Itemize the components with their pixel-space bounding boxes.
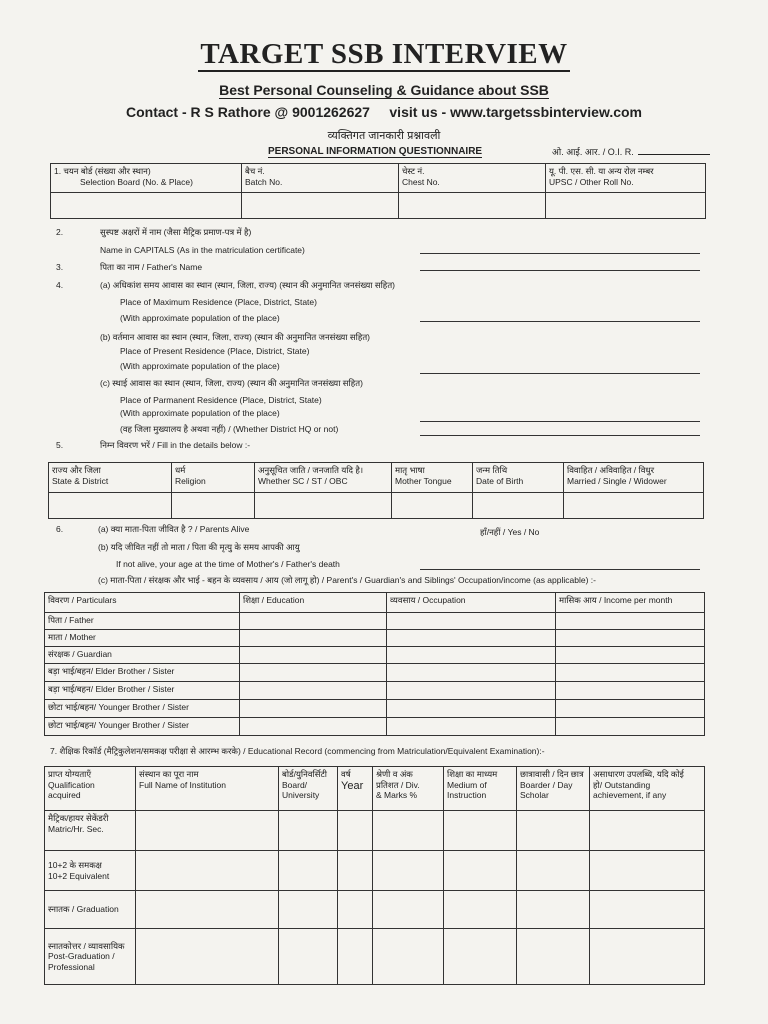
oir-field[interactable]: ओ. आई. आर. / O.I. R. <box>552 145 710 158</box>
cell[interactable] <box>444 929 517 985</box>
table-row <box>45 929 705 985</box>
table-row <box>45 891 705 929</box>
religion-header: धर्म Religion <box>172 463 255 493</box>
district-hq-field[interactable] <box>420 435 700 436</box>
qualification-header: प्राप्त योग्यताएँ Qualification acquired <box>45 767 136 811</box>
contact-line: Contact - R S Rathore @ 9001262627 visit us - www.targetssbinterview.com <box>125 104 642 120</box>
cell[interactable] <box>338 851 373 891</box>
cell[interactable] <box>240 682 387 700</box>
cell[interactable] <box>590 851 705 891</box>
religion-field[interactable] <box>172 493 255 519</box>
cell[interactable] <box>373 811 444 851</box>
family-occupation-table <box>44 592 705 736</box>
cell[interactable] <box>136 851 279 891</box>
form-title: PERSONAL INFORMATION QUESTIONNAIRE <box>268 146 483 157</box>
cell[interactable] <box>240 664 387 682</box>
medium-header: शिक्षा का माध्यम Medium of Instruction <box>444 767 517 811</box>
cell[interactable] <box>387 718 556 736</box>
q6b-label: If not alive, your age at the time of Mother's / Father's death <box>116 559 340 569</box>
q6c-label: (c) माता-पिता / संरक्षक और भाई - बहन के व्यवसाय / आय (जो लागू हो) / Parent's / Guardian's and Siblings' Occupation/income (as applicable) :- <box>98 575 596 585</box>
q4a-population: (With approximate population of the place) <box>120 313 280 323</box>
state-district-field[interactable] <box>49 493 172 519</box>
category-field[interactable] <box>255 493 392 519</box>
marital-status-header: विवाहित / अविवाहित / विधुर Married / Single / Widower <box>564 463 704 493</box>
year-header: वर्ष Year <box>338 767 373 811</box>
boarder-header: छात्रावासी / दिन छात्र Boarder / Day Scholar <box>517 767 590 811</box>
cell[interactable] <box>556 664 705 682</box>
category-header: अनुसूचित जाति / जनजाति यदि है। Whether SC / ST / OBC <box>255 463 392 493</box>
marital-status-field[interactable] <box>564 493 704 519</box>
cell[interactable] <box>373 891 444 929</box>
mother-tongue-field[interactable] <box>392 493 473 519</box>
q2-label: Name in CAPITALS (As in the matriculation certificate) <box>100 245 305 255</box>
chest-no-field[interactable] <box>399 193 546 219</box>
permanent-residence-field[interactable] <box>420 421 700 422</box>
cell[interactable] <box>556 718 705 736</box>
cell[interactable] <box>387 682 556 700</box>
board-header: बोर्ड/युनिवर्सिटी Board/ University <box>279 767 338 811</box>
cell[interactable] <box>387 664 556 682</box>
q4c-hq-label: (वह जिला मुख्यालय है अथवा नहीं) / (Whether District HQ or not) <box>120 424 339 434</box>
cell[interactable] <box>279 891 338 929</box>
batch-no-header: बैच नं. Batch No. <box>242 164 399 193</box>
row-label: पिता / Father <box>45 613 240 630</box>
batch-no-field[interactable] <box>242 193 399 219</box>
dob-field[interactable] <box>473 493 564 519</box>
q4a-label: Place of Maximum Residence (Place, District, State) <box>120 297 317 307</box>
table-row <box>45 630 705 647</box>
q2-label-hindi: सुस्पष्ट अक्षरों में नाम (जैसा मैट्रिक प्रमाण-पत्र में है) <box>100 227 252 237</box>
marks-header: श्रेणी व अंक प्रतिशत / Div. & Marks % <box>373 767 444 811</box>
cell[interactable] <box>517 811 590 851</box>
present-residence-field[interactable] <box>420 373 700 374</box>
cell[interactable] <box>240 700 387 718</box>
cell[interactable] <box>517 929 590 985</box>
row-label: 10+2 के समकक्ष 10+2 Equivalent <box>45 851 136 891</box>
particulars-header: विवरण / Particulars <box>45 593 240 613</box>
age-at-death-field[interactable] <box>420 569 700 570</box>
hindi-title: व्यक्तिगत जानकारी प्रश्नावली <box>327 130 441 142</box>
cell[interactable] <box>444 891 517 929</box>
table-row <box>45 700 705 718</box>
parents-alive-yes-no[interactable]: हाँ/नहीं / Yes / No <box>480 527 540 537</box>
cell[interactable] <box>279 851 338 891</box>
row-label: स्नातक / Graduation <box>45 891 136 929</box>
cell[interactable] <box>338 811 373 851</box>
table-row <box>45 682 705 700</box>
cell[interactable] <box>279 929 338 985</box>
cell[interactable] <box>373 851 444 891</box>
cell[interactable] <box>556 613 705 630</box>
cell[interactable] <box>373 929 444 985</box>
table-row <box>45 811 705 851</box>
cell[interactable] <box>517 891 590 929</box>
occupation-header: व्यवसाय / Occupation <box>387 593 556 613</box>
q6-number: 6. <box>56 524 64 534</box>
q7-label: 7. शैक्षिक रिकॉर्ड (मैट्रिकुलेशन/समकक्ष परीक्षा से आरम्भ करके) / Educational Record (commencing from Matriculation/Equivalent Examination):- <box>50 746 545 756</box>
institution-header: संस्थान का पूरा नाम Full Name of Institution <box>136 767 279 811</box>
mother-tongue-header: मातृ भाषा Mother Tongue <box>392 463 473 493</box>
table-row <box>45 718 705 736</box>
father-name-field[interactable] <box>420 270 700 271</box>
cell[interactable] <box>240 613 387 630</box>
dob-header: जन्म तिथि Date of Birth <box>473 463 564 493</box>
table-row <box>45 664 705 682</box>
row-label: बड़ा भाई/बहन/ Elder Brother / Sister <box>45 682 240 700</box>
cell[interactable] <box>387 613 556 630</box>
q5-label: निम्न विवरण भरें / Fill in the details below :- <box>100 440 251 450</box>
q4c-label-hindi: (c) स्थाई आवास का स्थान (स्थान, जिला, राज्य) (स्थान की अनुमानित जनसंख्या सहित) <box>100 378 363 388</box>
row-label: स्नातकोत्तर / व्यावसायिक Post-Graduation / Professional <box>45 929 136 985</box>
max-residence-field[interactable] <box>420 321 700 322</box>
cell[interactable] <box>556 647 705 664</box>
cell[interactable] <box>387 630 556 647</box>
cell[interactable] <box>136 811 279 851</box>
cell[interactable] <box>338 891 373 929</box>
row-label: माता / Mother <box>45 630 240 647</box>
row-label: छोटा भाई/बहन/ Younger Brother / Sister <box>45 700 240 718</box>
cell[interactable] <box>556 630 705 647</box>
income-header: मासिक आय / Income per month <box>556 593 705 613</box>
q3-label: पिता का नाम / Father's Name <box>100 262 203 272</box>
selection-board-table <box>50 163 706 219</box>
table-row <box>45 647 705 664</box>
q4-number: 4. <box>56 280 64 290</box>
q4c-label: Place of Parmanent Residence (Place, District, State) <box>120 395 322 405</box>
roll-no-header: यू. पी. एस. सी. या अन्य रोल नम्बर UPSC / Other Roll No. <box>546 164 706 193</box>
education-table <box>44 766 705 985</box>
cell[interactable] <box>590 929 705 985</box>
q6a-label: (a) क्या माता-पिता जीवित है ? / Parents Alive <box>98 524 250 534</box>
personal-details-table <box>48 462 704 519</box>
cell[interactable] <box>136 929 279 985</box>
q5-number: 5. <box>56 440 64 450</box>
cell[interactable] <box>387 647 556 664</box>
education-header: शिक्षा / Education <box>240 593 387 613</box>
page-subtitle: Best Personal Counseling & Guidance about SSB <box>219 82 549 98</box>
state-district-header: राज्य और जिला State & District <box>49 463 172 493</box>
cell[interactable] <box>338 929 373 985</box>
cell[interactable] <box>387 700 556 718</box>
row-label: छोटा भाई/बहन/ Younger Brother / Sister <box>45 718 240 736</box>
cell[interactable] <box>556 700 705 718</box>
q4b-population: (With approximate population of the place) <box>120 361 280 371</box>
cell[interactable] <box>590 891 705 929</box>
q4c-population: (With approximate population of the place) <box>120 408 280 418</box>
cell[interactable] <box>240 647 387 664</box>
selection-board-field[interactable] <box>51 193 242 219</box>
page-title: TARGET SSB INTERVIEW <box>200 38 568 70</box>
cell[interactable] <box>590 811 705 851</box>
achievement-header: असाधारण उपलब्धि, यदि कोई हो/ Outstanding achievement, if any <box>590 767 705 811</box>
cell[interactable] <box>240 630 387 647</box>
q4b-label: Place of Present Residence (Place, District, State) <box>120 346 310 356</box>
row-label: मैट्रिक/हायर सेकेंडरी Matric/Hr. Sec. <box>45 811 136 851</box>
cell[interactable] <box>136 891 279 929</box>
cell[interactable] <box>279 811 338 851</box>
row-label: संरक्षक / Guardian <box>45 647 240 664</box>
cell[interactable] <box>556 682 705 700</box>
q2-number: 2. <box>56 227 64 237</box>
selection-board-header: 1. चयन बोर्ड (संख्या और स्थान) Selection Board (No. & Place) <box>51 164 242 193</box>
chest-no-header: चेस्ट नं. Chest No. <box>399 164 546 193</box>
cell[interactable] <box>240 718 387 736</box>
cell[interactable] <box>444 811 517 851</box>
roll-no-field[interactable] <box>546 193 706 219</box>
q6b-label-hindi: (b) यदि जीवित नहीं तो माता / पिता की मृत्यु के समय आपकी आयु <box>98 542 300 552</box>
cell[interactable] <box>517 851 590 891</box>
name-field[interactable] <box>420 253 700 254</box>
table-row <box>45 613 705 630</box>
cell[interactable] <box>444 851 517 891</box>
q3-number: 3. <box>56 262 64 272</box>
q4a-label-hindi: (a) अधिकांश समय आवास का स्थान (स्थान, जिला, राज्य) (स्थान की अनुमानित जनसंख्या सहित) <box>100 280 395 290</box>
table-row <box>45 851 705 891</box>
q4b-label-hindi: (b) वर्तमान आवास का स्थान (स्थान, जिला, राज्य) (स्थान की अनुमानित जनसंख्या सहित) <box>100 332 371 342</box>
row-label: बड़ा भाई/बहन/ Elder Brother / Sister <box>45 664 240 682</box>
